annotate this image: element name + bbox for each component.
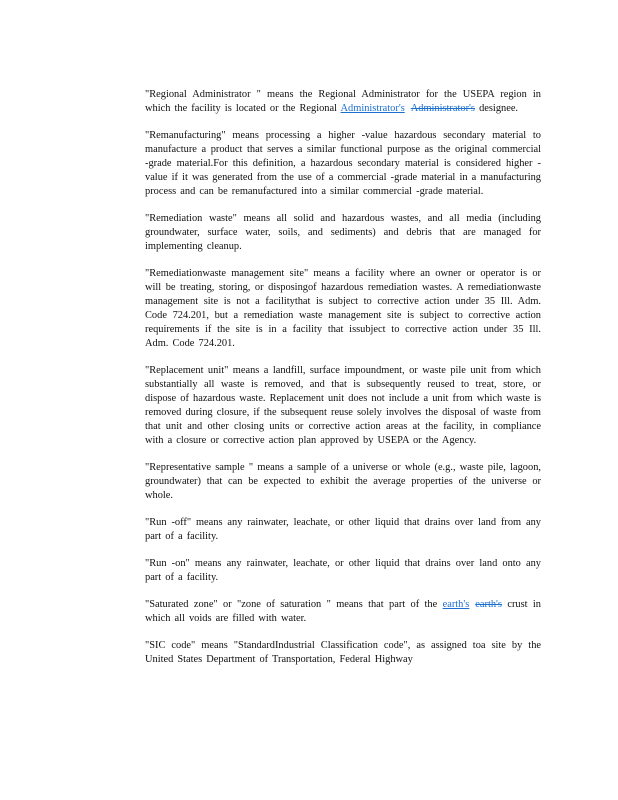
definition-text: "Saturated zone" or "zone of saturation " means that part of the bbox=[145, 599, 438, 610]
tracked-insertion: earth's bbox=[442, 599, 470, 610]
tracked-deletion: earth's bbox=[475, 599, 502, 610]
definition-remediation-waste-management-site: "Remediationwaste management site" means a facility where an owner or operator is or will be treating, storing, or disposingof hazardous remediation wastes. A remediationwaste management site is not a facilitythat is subject to corrective action under 35 Ill. Adm. Code 724.201, but a remediation waste management site is subject to corrective action requirements if the site is in a facility that issubject to corrective action under 35 Ill. Adm. Code 724.201. bbox=[145, 268, 541, 349]
definition-remanufacturing: "Remanufacturing" means processing a higher -value hazardous secondary material to manufacture a product that serves a similar functional purpose as the original commercial -grade material.For this definition, a hazardous secondary material is considered higher -value if it was generated from the use of a commercial -grade material in a manufacturing process and can be remanufactured into a similar commercial -grade material. bbox=[145, 130, 541, 197]
definition-sic-code: "SIC code" means "StandardIndustrial Classification code", as assigned toa site by the United States Department of Transportation, Federal Highway bbox=[145, 640, 541, 665]
definition-saturated-zone bbox=[145, 598, 541, 626]
definition-replacement-unit: "Replacement unit" means a landfill, surface impoundment, or waste pile unit from which substantially all waste is removed, and that is subsequently reused to treat, store, or dispose of hazardous waste. Replacement unit does not include a unit from which waste is removed during closure, if the subsequent reuse solely involves the disposal of waste from that unit and other closing units or corrective action areas at the facility, in compliance with a closure or corrective action plan approved by USEPA or the Agency. bbox=[145, 365, 541, 446]
definition-representative-sample: "Representative sample " means a sample of a universe or whole (e.g., waste pile, lagoon, groundwater) that can be expected to exhibit the average properties of the universe or whole. bbox=[145, 462, 541, 501]
definition-remediation-waste: "Remediation waste" means all solid and hazardous wastes, and all media (including groundwater, surface water, soils, and sediments) and debris that are managed for implementing cleanup. bbox=[145, 213, 541, 252]
definition-run-on: "Run -on" means any rainwater, leachate, or other liquid that drains over land onto any part of a facility. bbox=[145, 558, 541, 583]
tracked-deletion: Administrator's bbox=[410, 103, 475, 114]
definition-text: designee. bbox=[479, 103, 519, 114]
definition-text: "Regional Administrator " means the Regional Administrator for the USEPA region in which the facility is located or the Regional bbox=[145, 89, 541, 114]
definition-text: crust in which all voids are filled with water. bbox=[145, 599, 541, 624]
tracked-insertion: Administrator's bbox=[340, 103, 405, 114]
document-page bbox=[145, 88, 541, 667]
definition-regional-administrator bbox=[145, 88, 541, 116]
definition-run-off: "Run -off" means any rainwater, leachate, or other liquid that drains over land from any part of a facility. bbox=[145, 517, 541, 542]
